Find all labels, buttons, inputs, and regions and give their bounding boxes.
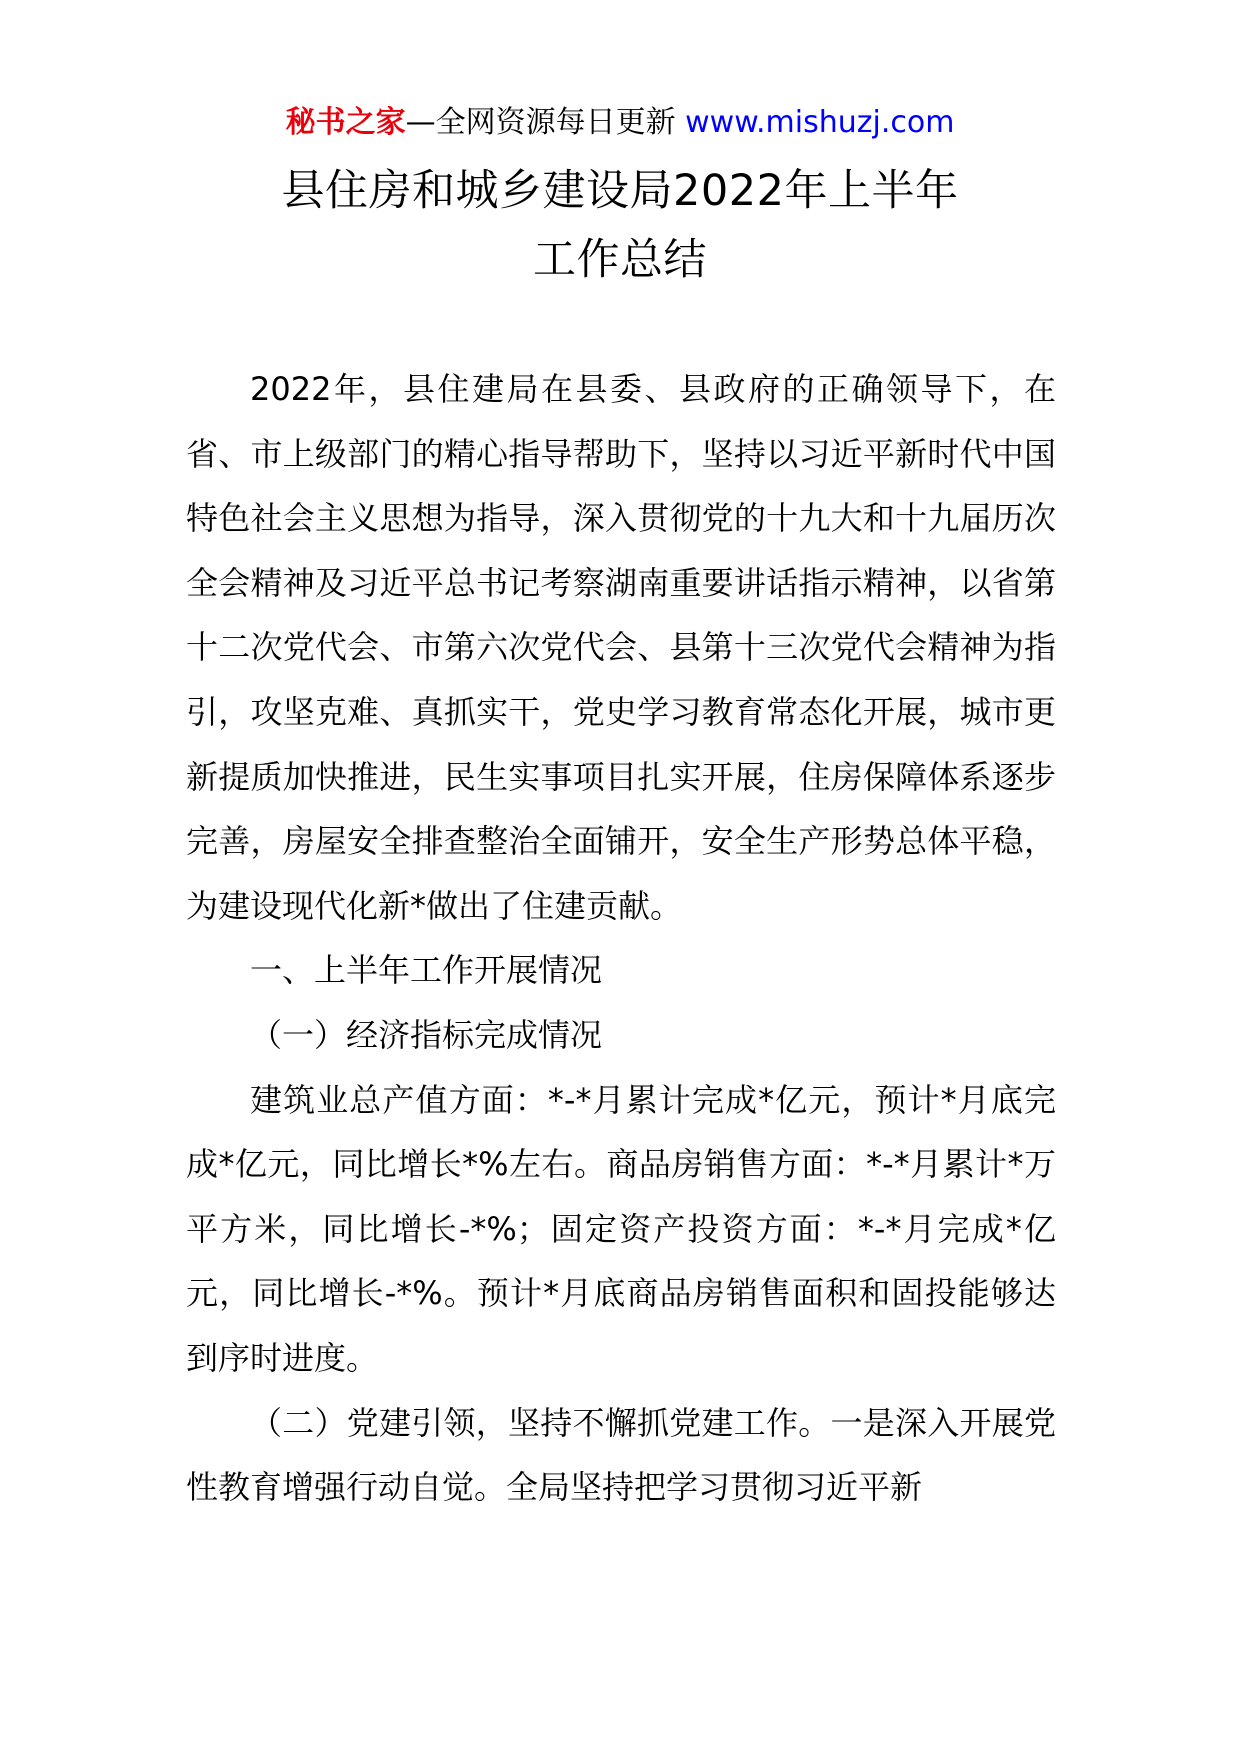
brand-name: 秘书之家	[285, 105, 406, 140]
section-heading: 一、上半年工作开展情况	[250, 951, 603, 990]
intro-paragraph: 2022年，县住建局在县委、县政府的正确领导下，在省、市上级部门的精心指导帮助下，坚持以习近平新时代中国特色社会主义思想为指导，深入贯彻党的十九大和十九届历次全会精神及习近平总书记考察湖南重要讲话指示精神，以省第十二次党代会、市第六次党代会、县第十三次党代会精神为指引，攻坚克难、真抓实干，党史学习教育常态化开展，城市更新提质加快推进，民生实事项目扎实开展，住房保障体系逐步完善，房屋安全排查整治全面铺开，安全生产形势总体平稳，为建设现代化新*做出了住建贡献。	[186, 370, 1056, 925]
economic-indicators-paragraph: 建筑业总产值方面：*-*月累计完成*亿元，预计*月底完成*亿元，同比增长*%左右。商品房销售方面：*-*月累计*万平方米，同比增长-*%；固定资产投资方面：*-*月完成*亿元，同比增长-*%。预计*月底商品房销售面积和固投能够达到序时进度。	[186, 1080, 1056, 1377]
site-header	[0, 103, 1240, 143]
subsection-heading: （一）经济指标完成情况	[250, 1015, 603, 1054]
document-title-line-2: 工作总结	[533, 235, 707, 285]
party-building-paragraph: （二）党建引领，坚持不懈抓党建工作。一是深入开展党性教育增强行动自觉。全局坚持把学习贯彻习近平新	[186, 1403, 1056, 1507]
site-url[interactable]: www.mishuzj.com	[685, 105, 955, 140]
document-title-line-1: 县住房和城乡建设局2022年上半年	[281, 166, 959, 216]
header-slogan: —全网资源每日更新	[405, 105, 686, 140]
document-body	[186, 357, 1056, 1520]
